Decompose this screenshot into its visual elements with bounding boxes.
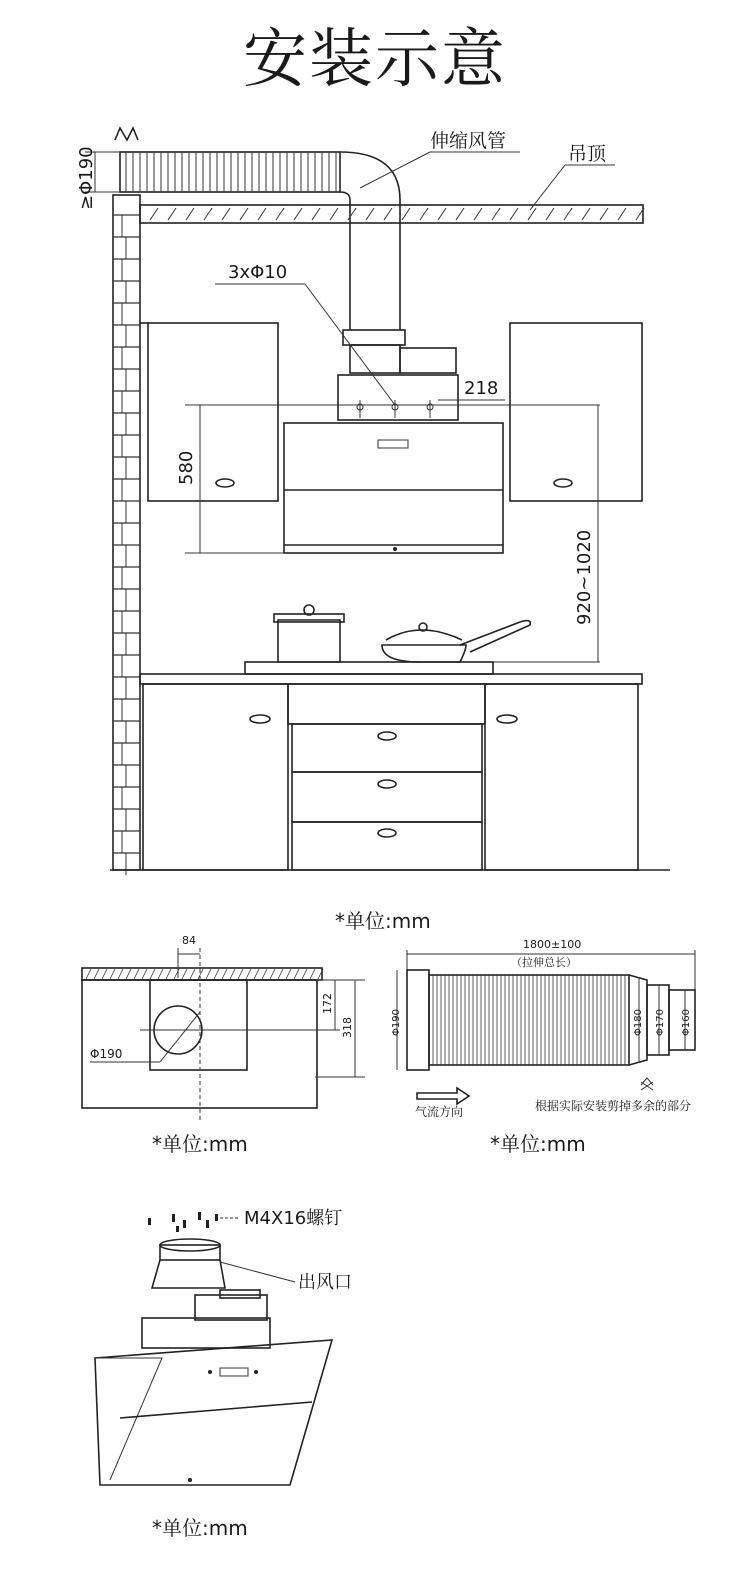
telescopic-duct [115, 128, 400, 330]
dim-84: 84 [182, 934, 196, 947]
dim-172: 172 [321, 993, 334, 1014]
dim-920-1020: 920~1020 [574, 529, 595, 625]
brick-wall [113, 195, 140, 875]
ceiling [140, 205, 644, 223]
dim-phi180: Φ180 [633, 1009, 644, 1036]
unit-label-left: *单位:mm [152, 1132, 248, 1156]
screws [148, 1212, 218, 1232]
dim-580: 580 [176, 450, 197, 485]
label-telescopic-duct: 伸缩风管 [430, 130, 507, 152]
label-ceiling: 吊顶 [568, 143, 607, 165]
label-total-length: （拉伸总长） [511, 956, 577, 969]
range-hood [284, 330, 503, 553]
lower-cabinets [110, 674, 670, 870]
mount-plate-diagram [60, 930, 380, 1130]
dim-phi170: Φ170 [655, 1009, 666, 1036]
assembly-diagram [80, 1190, 400, 1510]
duct-diagram [385, 930, 730, 1130]
dim-duct-diameter: ≥Φ190 [76, 146, 97, 210]
label-airflow: 气流方向 [415, 1105, 464, 1119]
cooktop [245, 605, 530, 674]
dim-phi160: Φ160 [681, 1009, 692, 1036]
label-cut-note: 根据实际安装剪掉多余的部分 [535, 1099, 692, 1113]
unit-label-right: *单位:mm [490, 1132, 586, 1156]
label-screws: M4X16螺钉 [244, 1208, 343, 1229]
dim-phi190-duct: Φ190 [391, 1009, 402, 1036]
dim-318: 318 [341, 1017, 354, 1038]
unit-label-main: *单位:mm [335, 909, 431, 933]
page-title: 安装示意 [243, 23, 507, 97]
dim-length: 1800±100 [523, 938, 582, 951]
dim-218: 218 [464, 378, 499, 399]
dim-phi190-mount: Φ190 [90, 1047, 123, 1061]
label-holes: 3xΦ10 [228, 262, 288, 283]
unit-label-bottom: *单位:mm [152, 1516, 248, 1540]
upper-cabinets [140, 323, 642, 501]
label-outlet: 出风口 [298, 1272, 352, 1293]
